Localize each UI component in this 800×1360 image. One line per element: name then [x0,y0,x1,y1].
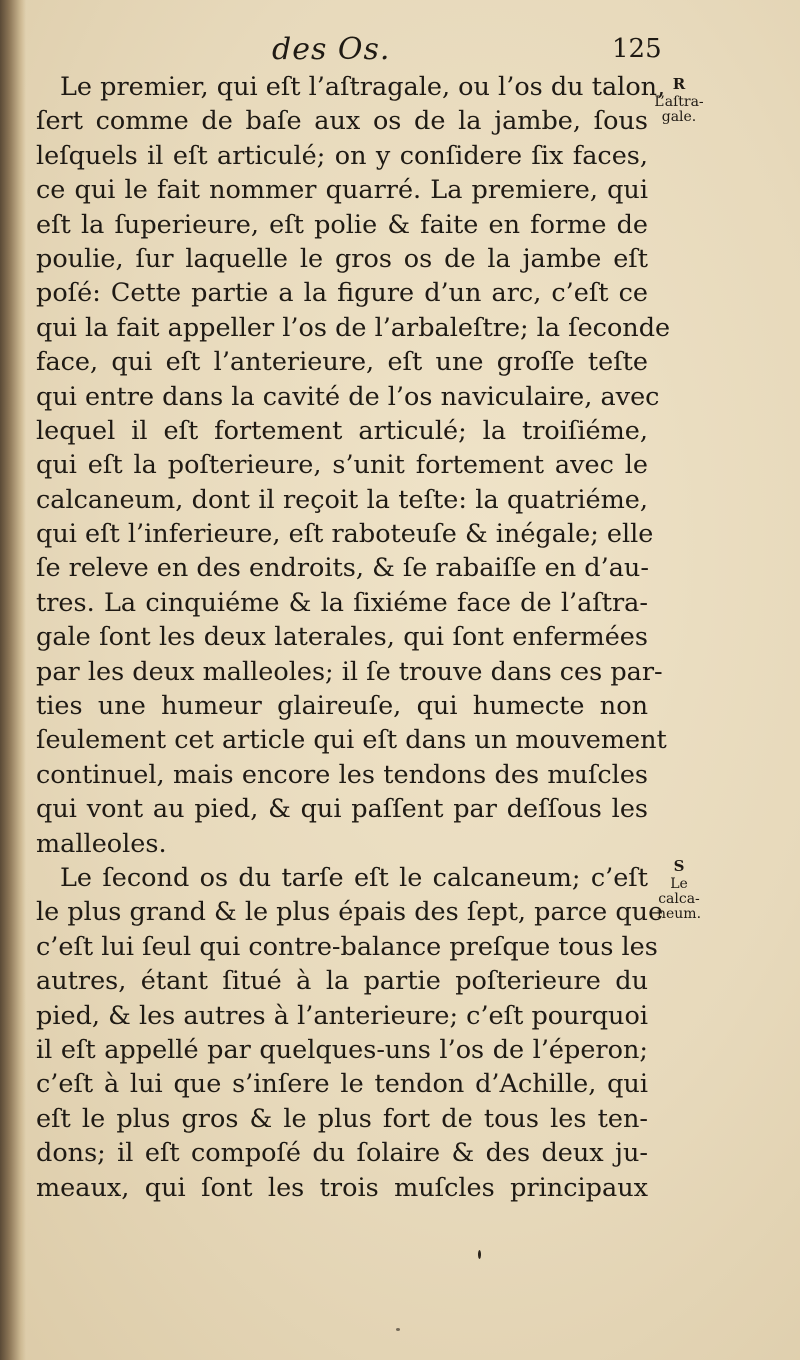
margin-note-key: S [673,857,685,875]
body-text [36,70,671,1205]
running-head [0,28,800,68]
text-line: par les deux malleoles; il ſe trouve dans ces par- [36,656,663,687]
text-line: Le ſecond os du tarſe eſt le calcaneum; c’eſt [60,862,648,893]
margin-note-line: gale. [661,109,697,125]
margin-note-line: neum. [656,906,702,922]
text-line: autres, étant ſitué à la partie poſterieure du [36,966,648,997]
text-line: qui vont au pied, & qui paſſent par deſſous les [36,794,648,825]
text-line: poſé: Cette partie a la figure d’un arc, c’eſt ce [36,278,648,309]
margin-note-line: L’aſtra- [654,94,704,110]
text-line: c’eſt lui ſeul qui contre-balance preſque tous les [36,931,658,962]
text-line: qui eſt la poſterieure, s’unit fortement avec le [36,450,648,481]
text-line: dons; il eſt compoſé du ſolaire & des deux ju- [36,1138,648,1169]
text-line: pied, & les autres à l’anterieure; c’eſt pourquoi [36,1000,648,1031]
paper-speck [396,1328,400,1331]
text-line: tres. La cinquiéme & la ſixiéme face de l’aſtra- [36,587,648,618]
text-line: lequel il eſt fortement articulé; la troiſiéme, [36,415,648,446]
text-line: il eſt appellé par quelques-uns l’os de l’éperon; [36,1034,648,1065]
text-line: gale ſont les deux laterales, qui ſont enfermées [36,622,648,653]
binding-gutter [0,0,26,1360]
text-line: meaux, qui ſont les trois muſcles principaux [36,1172,648,1203]
paper-speck [478,1250,481,1259]
text-line: leſquels il eſt articulé; on y conſidere ſix faces, [36,140,648,171]
text-line: eſt le plus gros & le plus fort de tous les ten- [36,1103,648,1134]
margin-note-calcaneum [648,859,710,922]
text-line: continuel, mais encore les tendons des muſcles [36,759,648,790]
text-line: c’eſt à lui que s’inſere le tendon d’Achille, qui [36,1069,648,1100]
text-line: qui eſt l’inferieure, eſt raboteuſe & inégale; elle [36,519,654,550]
text-line: Le premier, qui eſt l’aſtragale, ou l’os du talon, [60,72,666,102]
text-line: ſeulement cet article qui eſt dans un mouvement [36,725,667,756]
text-line: eſt la ſuperieure, eſt polie & faite en forme de [36,209,648,240]
text-line: qui la fait appeller l’os de l’arbaleſtre; la ſeconde [36,312,671,343]
text-line: ſert comme de baſe aux os de la jambe, ſous [36,106,648,137]
margin-note-line: Le calca- [658,876,700,907]
running-head-title: des Os. [272,32,391,67]
text-line: poulie, ſur laquelle le gros os de la jambe eſt [36,243,648,274]
text-line: malleoles. [36,828,167,859]
margin-note-astragale [648,77,710,125]
text-line: ties une humeur glaireuſe, qui humecte non [36,691,648,722]
text-line: le plus grand & le plus épais des ſept, parce que [36,897,664,928]
text-line: ſe releve en des endroits, & ſe rabaiſſe en d’au- [36,553,649,584]
text-line: face, qui eſt l’anterieure, eſt une groſſe teſte [36,347,648,378]
text-line: calcaneum, dont il reçoit la teſte: la quatriéme, [36,484,648,515]
text-line: ce qui le fait nommer quarré. La premiere, qui [36,175,648,206]
text-line: qui entre dans la cavité de l’os naviculaire, avec [36,381,660,412]
margin-note-key: R [672,75,686,93]
page-number: 125 [612,34,662,64]
